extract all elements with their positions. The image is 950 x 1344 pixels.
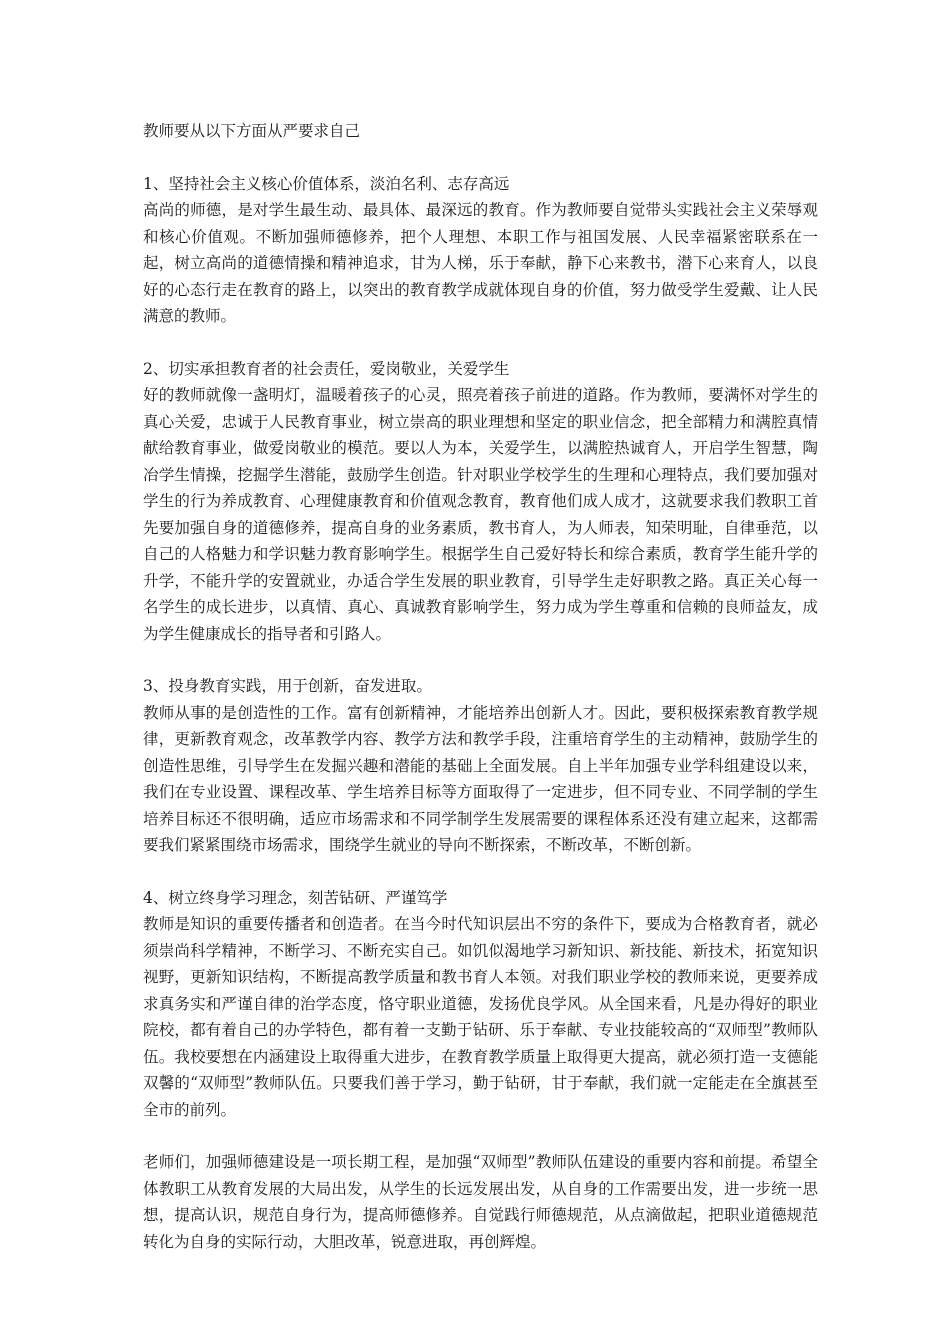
section-heading: 4、树立终身学习理念，刻苦钻研、严谨笃学 <box>143 888 448 907</box>
section-body: 好的教师就像一盏明灯，温暖着孩子的心灵，照亮着孩子前进的道路。作为教师，要满怀对学生的真心关爱，忠诚于人民教育事业，树立崇高的职业理想和坚定的职业信念，把全部精力和满腔真情献给教育事业，做爱岗敬业的模范。要以人为本，关爱学生，以满腔热诚育人，开启学生智慧，陶冶学生情操，挖掘学生潜能，鼓励学生创造。针对职业学校学生的生理和心理特点，我们要加强对学生的行为养成教育、心理健康教育和价值观念教育，教育他们成人成才，这就要求我们教职工首先要加强自身的道德修养，提高自身的业务素质，教书育人，为人师表，知荣明耻，自律垂范，以自己的人格魅力和学识魅力教育影响学生。根据学生自己爱好特长和综合素质，教育学生能升学的升学，不能升学的安置就业，办适合学生发展的职业教育，引导学生走好职教之路。真正关心每一名学生的成长进步，以真情、真心、真诚教育影响学生，努力成为学生尊重和信赖的良师益友，成为学生健康成长的指导者和引路人。 <box>143 386 818 643</box>
section-2 <box>143 356 818 648</box>
section-3 <box>143 673 818 859</box>
section-1 <box>143 171 818 330</box>
section-body: 教师是知识的重要传播者和创造者。在当今时代知识层出不穷的条件下，要成为合格教育者，就必须崇尚科学精神，不断学习、不断充实自己。如饥似渴地学习新知识、新技能、新技术，拓宽知识视野，更新知识结构，不断提高教学质量和教书育人本领。对我们职业学校的教师来说，更要养成求真务实和严谨自律的治学态度，恪守职业道德，发扬优良学风。从全国来看，凡是办得好的职业院校，都有着自己的办学特色，都有着一支勤于钻研、乐于奉献、专业技能较高的“双师型”教师队伍。我校要想在内涵建设上取得重大进步，在教育教学质量上取得更大提高，就必须打造一支德能双馨的“双师型”教师队伍。只要我们善于学习，勤于钻研，甘于奉献，我们就一定能走在全旗甚至全市的前列。 <box>143 915 818 1119</box>
document-title: 教师要从以下方面从严要求自己 <box>143 122 361 140</box>
section-heading: 2、切实承担教育者的社会责任，爱岗敬业，关爱学生 <box>143 359 510 378</box>
section-4 <box>143 885 818 1124</box>
section-heading: 3、投身教育实践，用于创新，奋发进取。 <box>143 677 432 695</box>
closing-paragraph: 老师们，加强师德建设是一项长期工程，是加强“双师型”教师队伍建设的重要内容和前提。希望全体教职工从教育发展的大局出发，从学生的长远发展出发，从自身的工作需要出发，进一步统一思想，提高认识，规范自身行为，提高师德修养。自觉践行师德规范，从点滴做起，把职业道德规范转化为自身的实际行动，大胆改革，锐意进取，再创辉煌。 <box>143 1153 818 1251</box>
section-body: 高尚的师德，是对学生最生动、最具体、最深远的教育。作为教师要自觉带头实践社会主义荣辱观和核心价值观。不断加强师德修养，把个人理想、本职工作与祖国发展、人民幸福紧密联系在一起，树立高尚的道德情操和精神追求，甘为人梯，乐于奉献，静下心来教书，潜下心来育人，以良好的心态行走在教育的路上，以突出的教育教学成就体现自身的价值，努力做受学生爱戴、让人民满意的教师。 <box>143 201 818 325</box>
document-page <box>143 118 818 1255</box>
section-heading: 1、坚持社会主义核心价值体系，淡泊名利、志存高远 <box>143 174 510 193</box>
section-body: 教师从事的是创造性的工作。富有创新精神，才能培养出创新人才。因此，要积极探索教育教学规律，更新教育观念，改革教学内容、教学方法和教学手段，注重培育学生的主动精神，鼓励学生的创造性思维，引导学生在发掘兴趣和潜能的基础上全面发展。自上半年加强专业学科组建设以来，我们在专业设置、课程改革、学生培养目标等方面取得了一定进步，但不同专业、不同学制的学生培养目标还不很明确，适应市场需求和不同学制学生发展需要的课程体系还没有建立起来，这都需要我们紧紧围绕市场需求，围绕学生就业的导向不断探索，不断改革，不断创新。 <box>143 703 818 854</box>
